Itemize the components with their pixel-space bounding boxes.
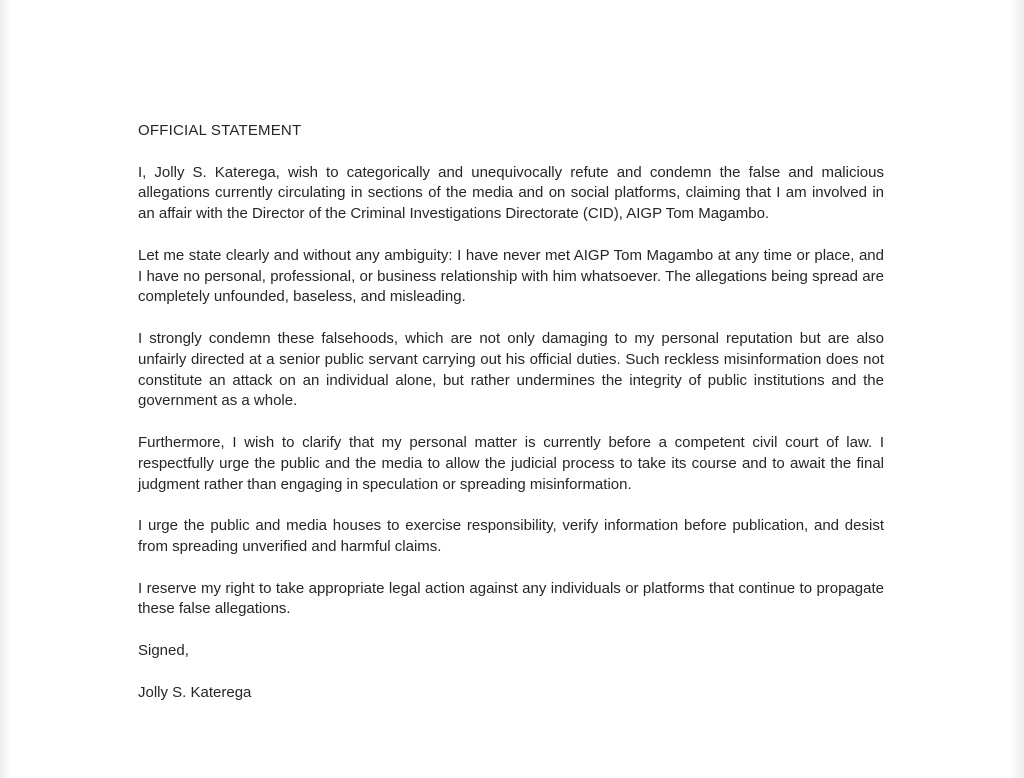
statement-title: OFFICIAL STATEMENT xyxy=(138,122,302,139)
statement-paragraph-4: Furthermore, I wish to clarify that my personal matter is currently before a competent civil court of law. I respectfully urge the public and the media to allow the judicial process to take its course and to await the final judgment rather than engaging in speculation or spreading misinformation. xyxy=(138,433,884,493)
statement-paragraph-5: I urge the public and media houses to exercise responsibility, verify information before publication, and desist from spreading unverified and harmful claims. xyxy=(138,517,884,555)
signature-closing: Signed, xyxy=(138,641,189,659)
statement-paragraph-1: I, Jolly S. Katerega, wish to categorically and unequivocally refute and condemn the false and malicious allegations currently circulating in sections of the media and on social platforms, claiming that I am involved in an affair with the Director of the Criminal Investigations Directorate (CID), AIGP Tom Magambo. xyxy=(138,163,884,223)
statement-paragraph-2: Let me state clearly and without any ambiguity: I have never met AIGP Tom Magambo at any time or place, and I have no personal, professional, or business relationship with him whatsoever. The allegations being spread are completely unfounded, baseless, and misleading. xyxy=(138,246,884,306)
statement-paragraph-3: I strongly condemn these falsehoods, which are not only damaging to my personal reputation but are also unfairly directed at a senior public servant carrying out his official duties. Such reckless misinformation does not constitute an attack on an individual alone, but rather undermines the integrity of public institutions and the government as a whole. xyxy=(138,329,884,410)
statement-paragraph-6: I reserve my right to take appropriate legal action against any individuals or platforms that continue to propagate these false allegations. xyxy=(138,579,884,618)
statement-body xyxy=(138,121,884,724)
signature-name: Jolly S. Katerega xyxy=(138,683,252,701)
